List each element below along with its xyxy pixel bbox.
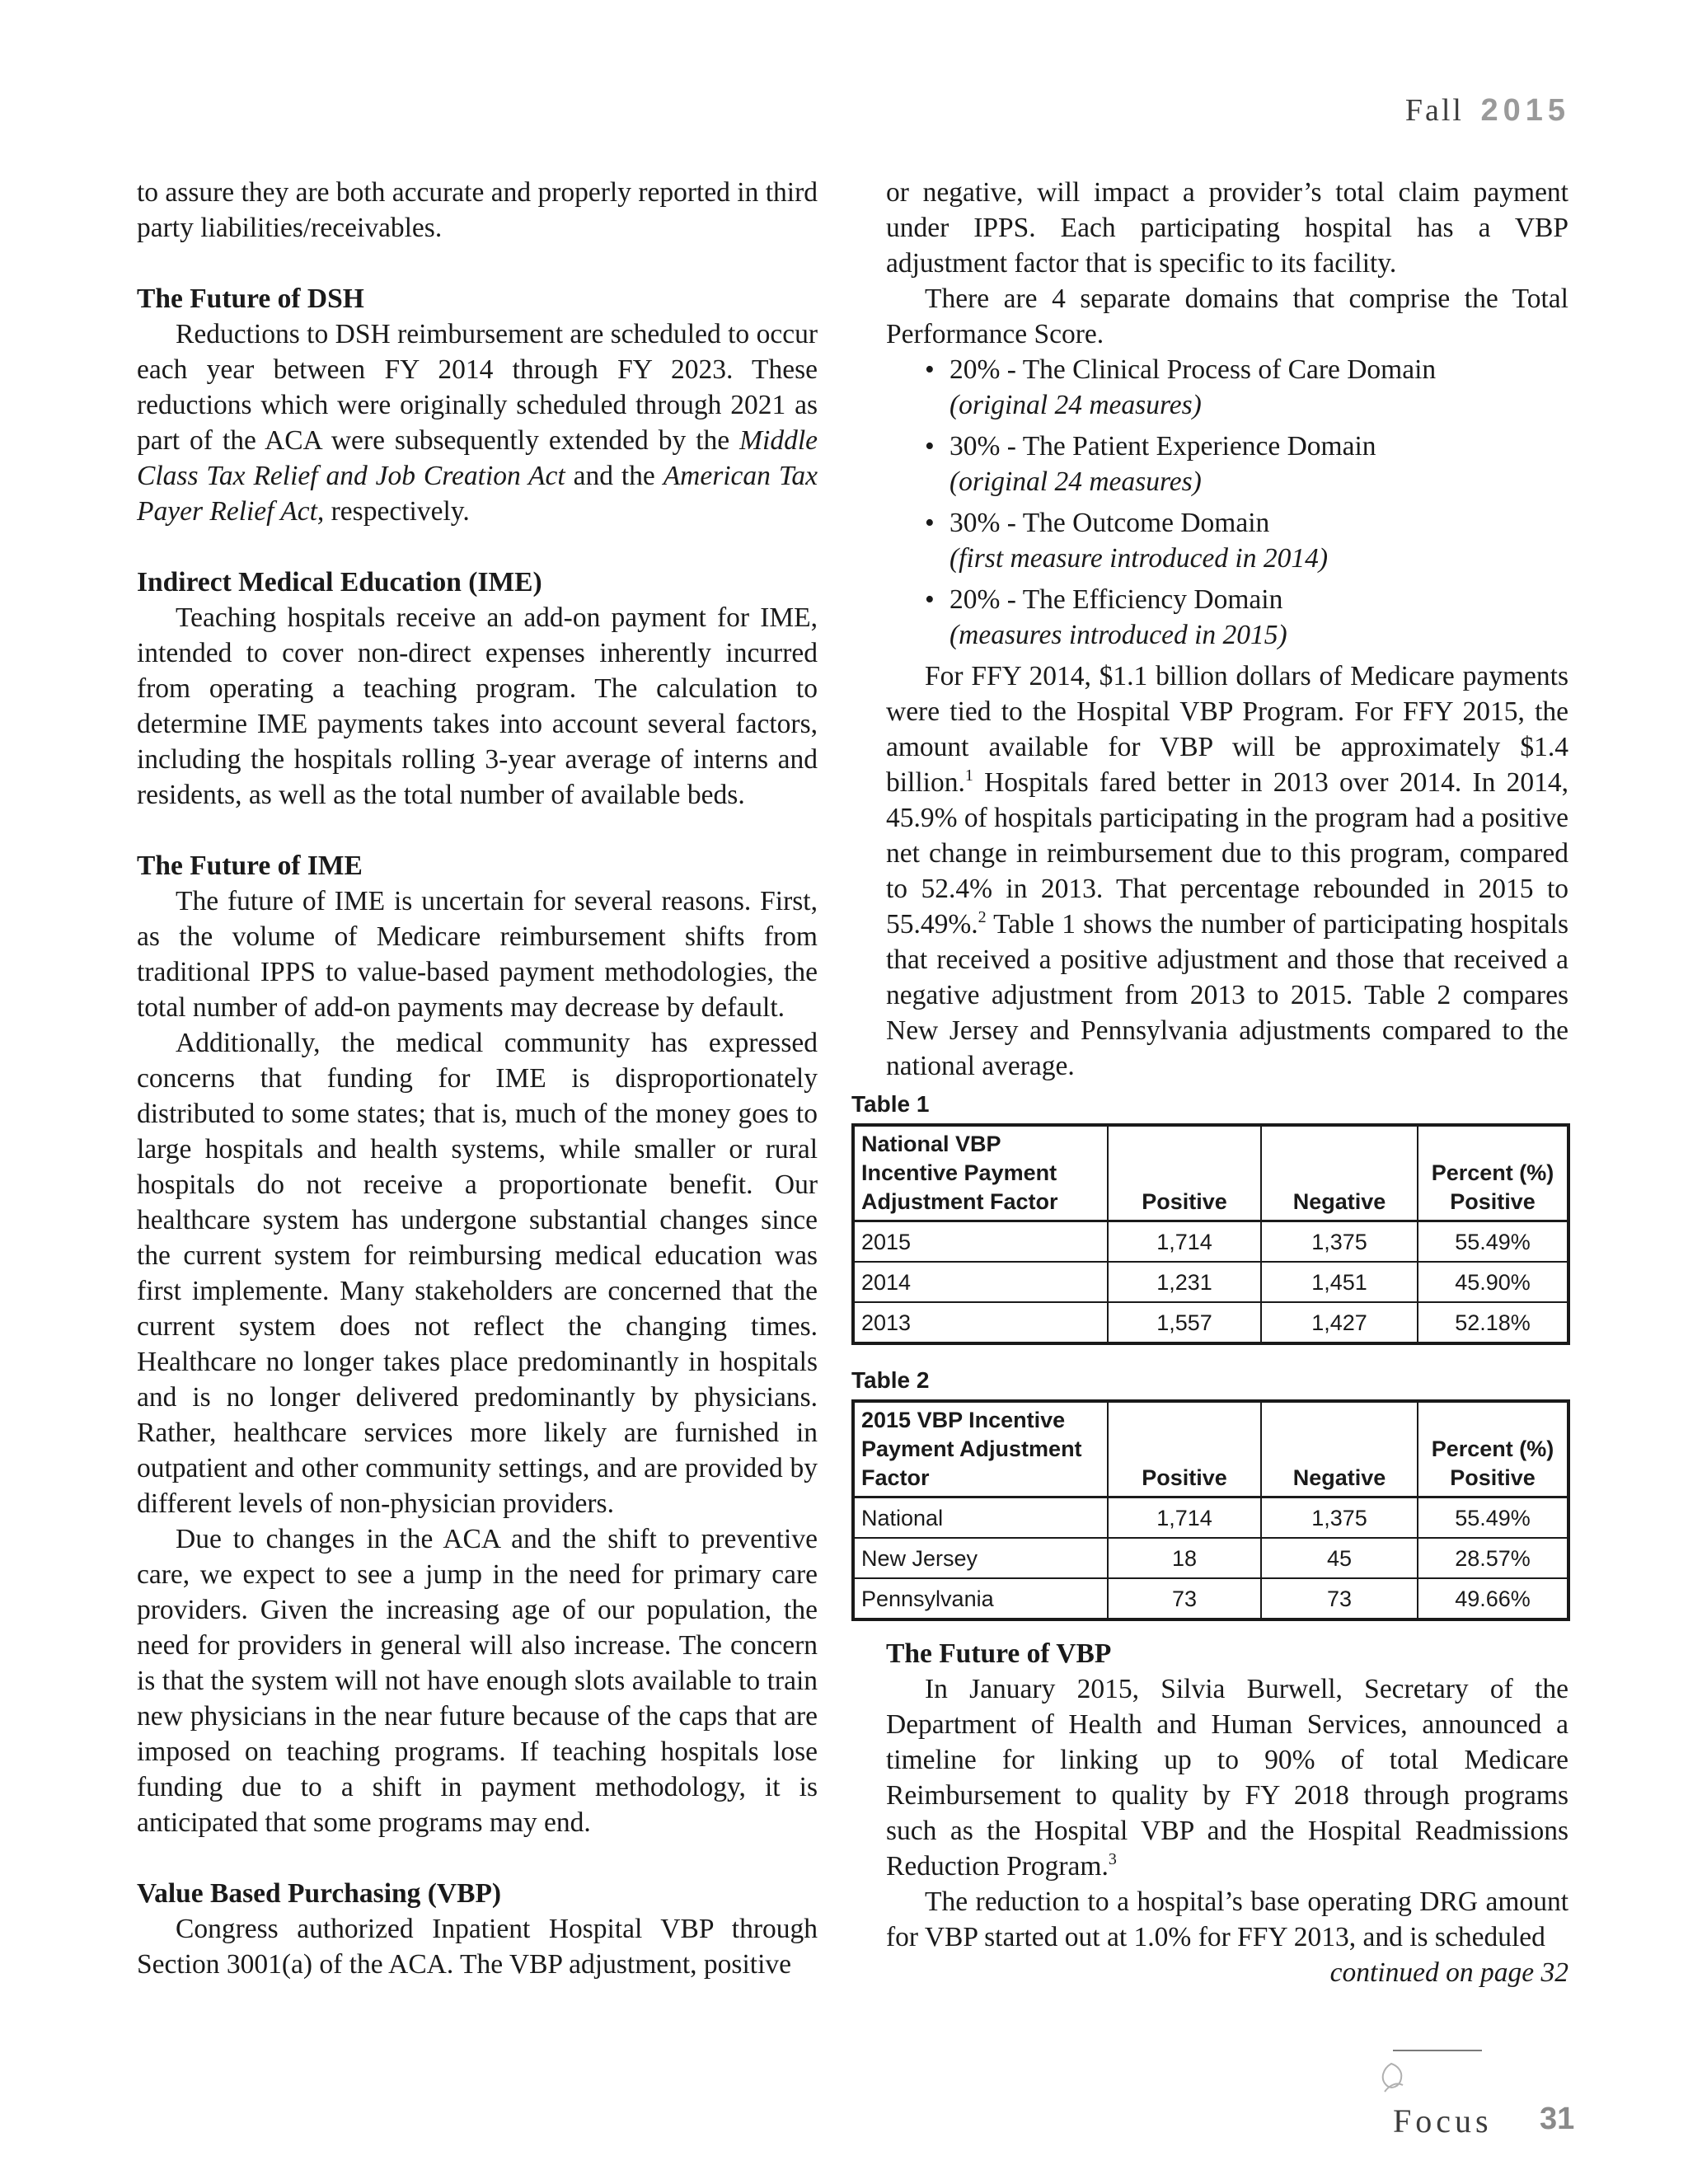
table2-header-percent: Percent (%) Positive: [1418, 1401, 1568, 1497]
future-ime-paragraph-3: Due to changes in the ACA and the shift to preventive care, we expect to see a jump in the need for primary care providers. Given the increasing age of our population, the need for providers in general will also increase. The concern is that the system will not have enough slots available to train new physicians in the near future because of the caps that are imposed on teaching programs. If teaching hospitals lose funding due to a shift in payment methodology, it is anticipated that some programs may end.: [137, 1524, 818, 1838]
issue-year: 2015: [1480, 93, 1570, 128]
table-cell: 2013: [853, 1302, 1108, 1343]
heading-ime: Indirect Medical Education (IME): [137, 567, 542, 598]
table-cell: Pennsylvania: [853, 1578, 1108, 1619]
act-name-middle-class: Middle Class Tax Relief and Job Creation Act: [137, 425, 818, 491]
footnote-1: 1: [964, 766, 973, 785]
table-cell: 45: [1261, 1538, 1418, 1578]
table-cell: 1,375: [1261, 1221, 1418, 1263]
heading-future-of-vbp: The Future of VBP: [886, 1638, 1112, 1669]
list-item: • 20% - The Clinical Process of Care Domain (original 24 measures): [925, 352, 1568, 423]
table-cell: 1,375: [1261, 1497, 1418, 1539]
left-column: [137, 175, 818, 1982]
table-row: [853, 1302, 1568, 1343]
domain-list: [886, 352, 1568, 653]
publication-name: Focus: [1393, 2102, 1493, 2139]
footnote-2: 2: [978, 908, 987, 926]
heading-future-of-ime: The Future of IME: [137, 851, 363, 881]
table-cell: 1,557: [1108, 1302, 1261, 1343]
future-ime-paragraph-2: Additionally, the medical community has expressed concerns that funding for IME is disproportionately distributed to some states; that is, much of the money goes to large hospitals and health systems, while smaller or rural hospitals do not receive a proportionate benefit. Our healthcare system has undergone substantial changes since the current system for reimbursing medical education was first implemente. Many stakeholders are concerned that the current system does not reflect the changing times. Healthcare no longer takes place predominantly in hospitals and is no longer delivered predominantly by physicians. Rather, healthcare services more likely are furnished in outpatient and other community settings, and are provided by different levels of non-physician providers.: [137, 1028, 818, 1519]
table2: [851, 1399, 1570, 1621]
page-number: 31: [1540, 2102, 1575, 2136]
list-item: • 20% - The Efficiency Domain (measures introduced in 2015): [925, 582, 1568, 653]
table-row: [853, 1262, 1568, 1302]
table1-header-positive: Positive: [1108, 1125, 1261, 1221]
dsh-paragraph: Reductions to DSH reimbursement are scheduled to occur each year between FY 2014 through FY 2023. These reductions which were originally scheduled through 2021 as part of the ACA were subsequently extended by the Middle Class Tax Relief and Job Creation Act and the American Tax Payer Relief Act, respectively.: [137, 319, 818, 527]
table-cell: 55.49%: [1418, 1497, 1568, 1539]
table-cell: 1,231: [1108, 1262, 1261, 1302]
ime-paragraph: Teaching hospitals receive an add-on payment for IME, intended to cover non-direct expenses inherently incurred from operating a teaching program. The calculation to determine IME payments takes into account several factors, including the hospitals rolling 3-year average of interns and residents, as well as the total number of available beds.: [137, 602, 818, 810]
table-cell: New Jersey: [853, 1538, 1108, 1578]
table-cell: 1,714: [1108, 1497, 1261, 1539]
table-row: [853, 1497, 1568, 1539]
table1-caption: Table 1: [851, 1091, 930, 1117]
ffy-paragraph: For FFY 2014, $1.1 billion dollars of Medicare payments were tied to the Hospital VBP Program. For FFY 2015, the amount available for VBP will be approximately $1.4 billion.$^1$ Hospitals fared better in 2013 over 2014. In 2014, 45.9% of hospitals participating in the program had a positive net change in reimbursement due to this program, compared to 52.4% in 2013. That percentage rebounded in 2015 to 55.49%.$^2$ Table 1 shows the number of participating hospitals that received a positive adjustment and those that received a negative adjustment from 2013 to 2015. Table 2 compares New Jersey and Pennsylvania adjustments compared to the national average.: [886, 661, 1569, 1081]
vbp-paragraph: Congress authorized Inpatient Hospital VBP through Section 3001(a) of the ACA. The VBP adjustment, positive: [137, 1914, 818, 1980]
heading-vbp: Value Based Purchasing (VBP): [137, 1878, 502, 1909]
table-row: [853, 1538, 1568, 1578]
bullet-icon: •: [925, 431, 935, 462]
bullet-icon: •: [925, 584, 935, 615]
footnote-3: 3: [1108, 1850, 1117, 1868]
footer-rule: [1393, 2050, 1482, 2051]
table2-header-negative: Negative: [1261, 1401, 1418, 1497]
table-cell: 1,427: [1261, 1302, 1418, 1343]
bullet-icon: •: [925, 354, 935, 385]
table-cell: 55.49%: [1418, 1221, 1568, 1263]
right-column: [851, 175, 1569, 1990]
table2-header-factor: 2015 VBP Incentive Payment Adjustment Factor: [853, 1401, 1108, 1497]
vbp-continued-paragraph: or negative, will impact a provider’s total claim payment under IPPS. Each participating hospital has a VBP adjustment factor that is specific to its facility.: [886, 177, 1568, 279]
bullet-icon: •: [925, 508, 935, 538]
heading-future-of-dsh: The Future of DSH: [137, 284, 364, 314]
reduction-paragraph: The reduction to a hospital’s base operating DRG amount for VBP started out at 1.0% for FFY 2013, and is scheduled: [886, 1886, 1568, 1952]
table2-header-positive: Positive: [1108, 1401, 1261, 1497]
table-cell: National: [853, 1497, 1108, 1539]
table-cell: 2015: [853, 1221, 1108, 1263]
publication-logo-icon: [1375, 2060, 1408, 2098]
table-cell: 49.66%: [1418, 1578, 1568, 1619]
issue-header: [1405, 92, 1570, 129]
table1: [851, 1123, 1570, 1345]
table-row: [853, 1578, 1568, 1619]
act-name-american-tax-payer: American Tax Payer Relief Act,: [137, 461, 818, 527]
list-item: • 30% - The Outcome Domain (first measure introduced in 2014): [925, 505, 1568, 576]
continued-note: continued on page 32: [1329, 1957, 1568, 1988]
table-cell: 73: [1108, 1578, 1261, 1619]
future-vbp-paragraph: In January 2015, Silvia Burwell, Secretary of the Department of Health and Human Services, announced a timeline for linking up to 90% of total Medicare Reimbursement to quality by FY 2018 through programs such as the Hospital VBP and the Hospital Readmissions Reduction Program.$^3$: [886, 1674, 1568, 1882]
table-cell: 45.90%: [1418, 1262, 1568, 1302]
table1-header-factor: National VBP Incentive Payment Adjustment Factor: [853, 1125, 1108, 1221]
table-cell: 18: [1108, 1538, 1261, 1578]
table-cell: 2014: [853, 1262, 1108, 1302]
intro-paragraph: to assure they are both accurate and properly reported in third party liabilities/receivables.: [137, 177, 818, 243]
table-cell: 28.57%: [1418, 1538, 1568, 1578]
table1-header-negative: Negative: [1261, 1125, 1418, 1221]
table-cell: 73: [1261, 1578, 1418, 1619]
future-ime-paragraph-1: The future of IME is uncertain for several reasons. First, as the volume of Medicare reimbursement shifts from traditional IPPS to value-based payment methodologies, the total number of add-on payments may decrease by default.: [137, 886, 818, 1023]
list-item: • 30% - The Patient Experience Domain (original 24 measures): [925, 429, 1568, 499]
table-cell: 1,451: [1261, 1262, 1418, 1302]
table2-caption: Table 2: [851, 1367, 930, 1393]
table-row: [853, 1221, 1568, 1263]
domains-intro: There are 4 separate domains that comprise the Total Performance Score.: [886, 284, 1568, 349]
table-cell: 1,714: [1108, 1221, 1261, 1263]
table-cell: 52.18%: [1418, 1302, 1568, 1343]
table1-header-percent: Percent (%) Positive: [1418, 1125, 1568, 1221]
issue-season: Fall: [1404, 93, 1464, 128]
